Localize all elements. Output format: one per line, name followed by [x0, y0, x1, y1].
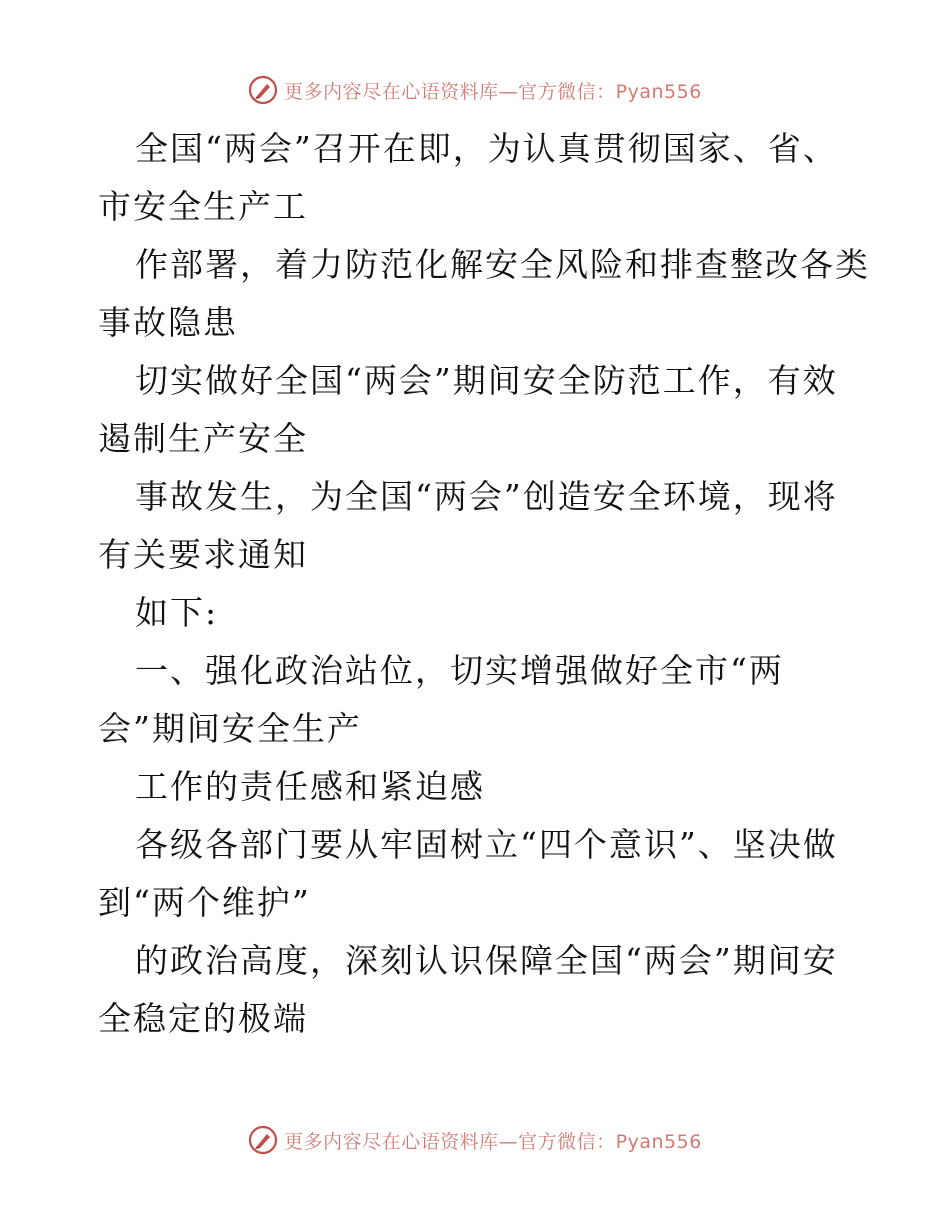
pen-logo-icon [248, 1125, 278, 1155]
footer-banner [0, 1120, 950, 1160]
footer-banner-text: 更多内容尽在心语资料库—官方微信：Pyan556 [284, 1130, 702, 1153]
header-banner-text: 更多内容尽在心语资料库—官方微信：Pyan556 [284, 80, 702, 103]
body-line: 各级各部门要从牢固树立“四个意识”、坚决做 [135, 825, 838, 864]
body-line: 事故发生，为全国“两会”创造安全环境，现将 [135, 477, 838, 516]
section-heading-continued: 会”期间安全生产 [98, 709, 362, 748]
body-line: 全国“两会”召开在即，为认真贯彻国家、省、 [135, 129, 838, 168]
body-line: 遏制生产安全 [98, 419, 308, 458]
body-line: 的政治高度，深刻认识保障全国“两会”期间安 [135, 941, 838, 980]
body-line: 切实做好全国“两会”期间安全防范工作，有效 [135, 361, 838, 400]
body-line: 作部署，着力防范化解安全风险和排查整改各类 [135, 245, 870, 284]
body-line: 全稳定的极端 [98, 999, 308, 1038]
document-body [98, 120, 870, 1048]
body-line: 市安全生产工 [98, 187, 308, 226]
body-line: 工作的责任感和紧迫感 [135, 767, 485, 806]
body-line: 事故隐患 [98, 303, 238, 342]
pen-logo-icon [248, 75, 278, 105]
body-line: 到“两个维护” [98, 883, 311, 922]
section-heading: 一、强化政治站位，切实增强做好全市“两 [135, 651, 784, 690]
body-line: 如下: [135, 593, 219, 632]
body-line: 有关要求通知 [98, 535, 308, 574]
header-banner [0, 70, 950, 110]
